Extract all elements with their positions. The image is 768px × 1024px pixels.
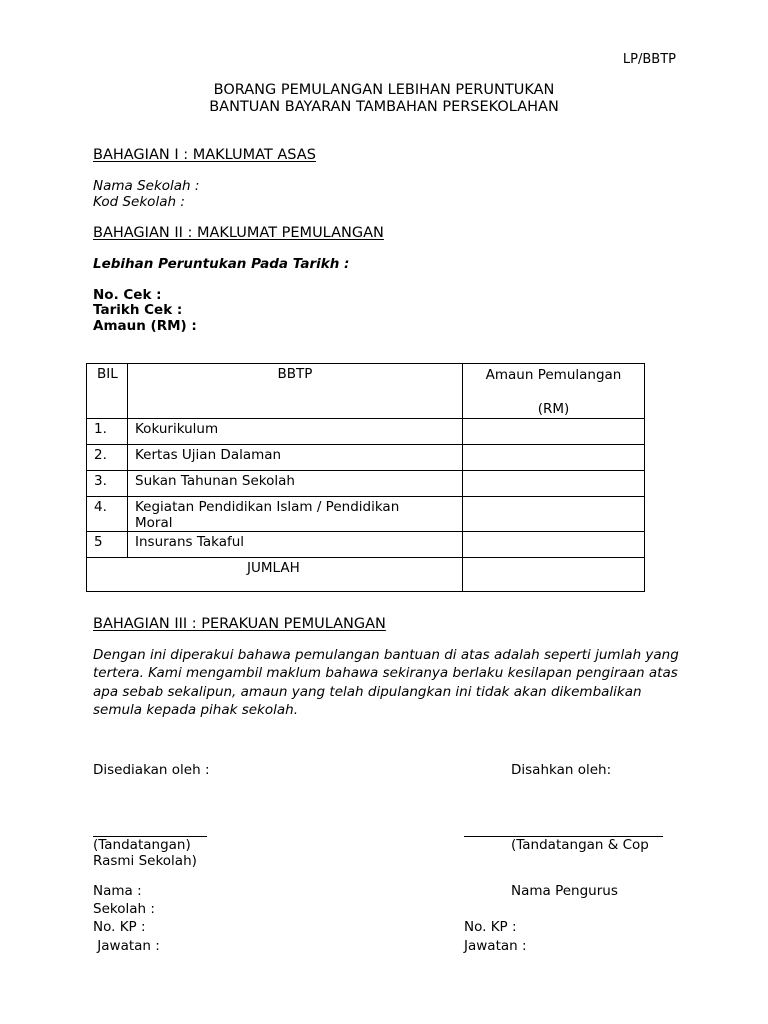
table-row [87,497,645,532]
header-amaun: Amaun Pemulangan [485,367,622,383]
row-item: Kertas Ujian Dalaman [135,447,282,463]
header-bbtp: BBTP [277,366,313,382]
section-2-heading: BAHAGIAN II : MAKLUMAT PEMULANGAN [93,225,384,241]
row-item: Kegiatan Pendidikan Islam / Pendidikan Moral [135,499,400,531]
left-no-kp-label: No. KP : [93,919,146,935]
table-row [87,419,645,445]
approved-by-label: Disahkan oleh: [511,762,612,778]
declaration-statement: Dengan ini diperakui bahawa pemulangan bantuan di atas adalah seperti jumlah yang tertera. Kami mengambil maklum bahawa sekiranya berlaku kesilapan pengiraan atas apa sebab sekalipun, amaun yang telah dipulangkan ini tidak akan dikembalikan semula kepada pihak sekolah. [93,647,679,718]
section-1-heading: BAHAGIAN I : MAKLUMAT ASAS [93,147,316,163]
amaun-label: Amaun (RM) : [93,318,197,334]
form-title-line-2: BANTUAN BAYARAN TAMBAHAN PERSEKOLAHAN [209,99,559,115]
row-bil: 2. [94,447,107,463]
right-jawatan-label: Jawatan : [464,938,527,954]
table-row [87,532,645,558]
left-nama-label: Nama : [93,883,142,899]
kod-sekolah-label: Kod Sekolah : [93,194,185,210]
prepared-by-label: Disediakan oleh : [93,762,210,778]
row-amount [463,419,644,421]
row-amount [463,497,644,499]
total-amount [463,558,644,560]
row-amount [463,532,644,534]
left-jawatan-label: Jawatan : [93,938,160,954]
header-amaun-unit: (RM) [537,401,570,417]
row-bil: 1. [94,421,107,437]
row-item: Kokurikulum [135,421,219,437]
form-title-line-1: BORANG PEMULANGAN LEBIHAN PERUNTUKAN [213,82,555,98]
row-bil: 3. [94,473,107,489]
tarikh-cek-label: Tarikh Cek : [93,302,183,318]
row-bil: 5 [94,534,103,550]
pemulangan-table [86,363,645,592]
table-row [87,471,645,497]
row-bil: 4. [94,499,107,515]
right-no-kp-label: No. KP : [464,919,517,935]
nama-sekolah-label: Nama Sekolah : [93,178,200,194]
table-total-row [87,558,645,592]
right-nama-label: Nama Pengurus [511,883,618,899]
left-signature-caption: (Tandatangan) [93,837,191,853]
table-header-row [87,364,645,419]
row-item: Insurans Takaful [135,534,245,550]
row-amount [463,445,644,447]
table-row [87,445,645,471]
row-item: Sukan Tahunan Sekolah [135,473,295,489]
form-reference-code: LP/BBTP [622,52,676,67]
header-bil: BIL [97,366,118,382]
right-signature-caption: (Tandatangan & Cop [511,837,649,853]
lebihan-peruntukan-label: Lebihan Peruntukan Pada Tarikh : [93,256,350,272]
row-amount [463,471,644,473]
left-sekolah-label: Sekolah : [93,901,155,917]
no-cek-label: No. Cek : [93,287,162,303]
total-label: JUMLAH [247,560,300,576]
section-3-heading: BAHAGIAN III : PERAKUAN PEMULANGAN [93,616,386,632]
left-signature-caption-2: Rasmi Sekolah) [93,853,197,869]
